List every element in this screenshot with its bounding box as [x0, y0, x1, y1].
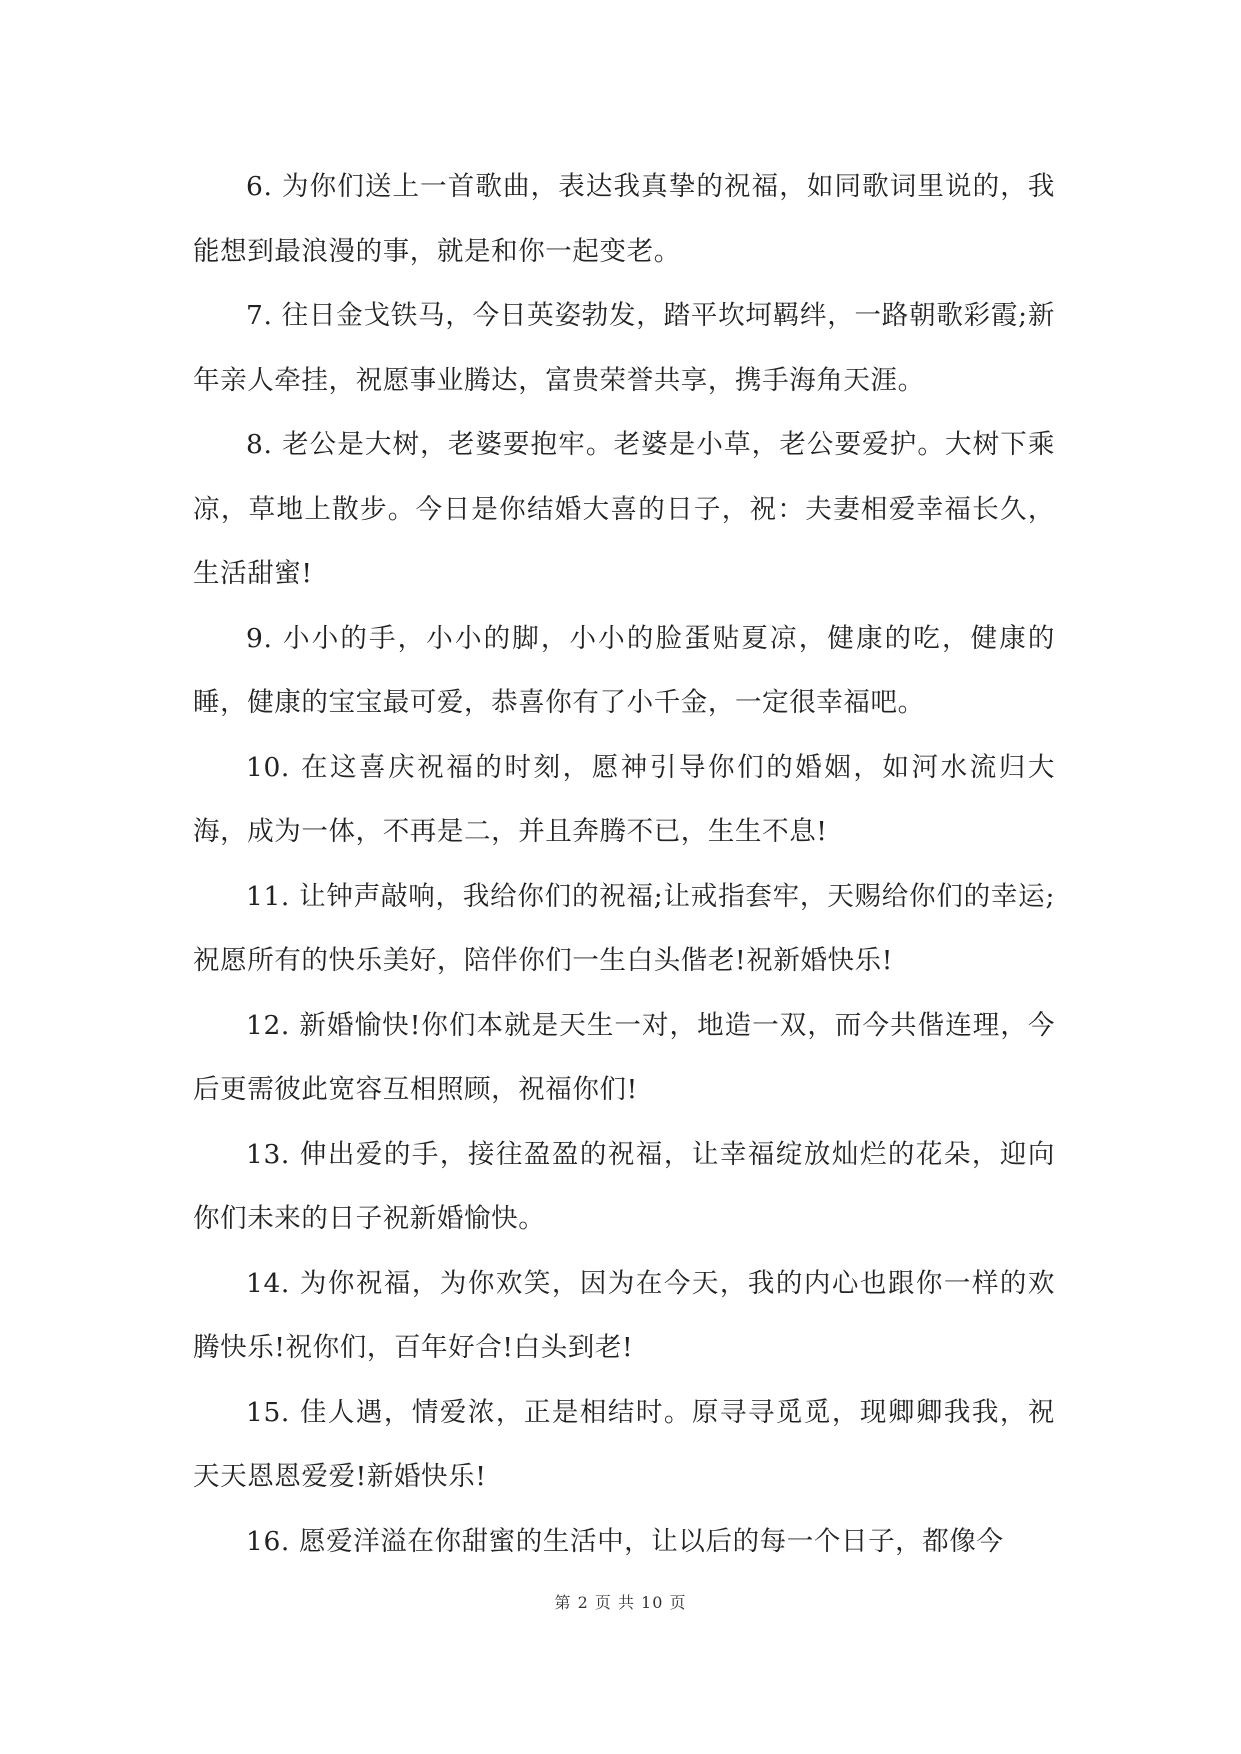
page-number-footer: 第 2 页 共 10 页	[554, 1593, 687, 1612]
paragraph-13: 13. 伸出爱的手，接往盈盈的祝福，让幸福绽放灿烂的花朵，迎向你们未来的日子祝新婚愉快。	[193, 1138, 1055, 1234]
document-body	[193, 155, 1055, 1574]
paragraph-7: 7. 往日金戈铁马，今日英姿勃发，踏平坎坷羁绊，一路朝歌彩霞;新年亲人牵挂，祝愿事业腾达，富贵荣誉共享，携手海角天涯。	[193, 300, 1055, 396]
paragraph-15: 15. 佳人遇，情爱浓，正是相结时。原寻寻觅觅，现卿卿我我，祝天天恩恩爱爱!新婚快乐!	[193, 1396, 1055, 1492]
paragraph-14: 14. 为你祝福，为你欢笑，因为在今天，我的内心也跟你一样的欢腾快乐!祝你们，百年好合!白头到老!	[193, 1267, 1055, 1363]
paragraph-9: 9. 小小的手，小小的脚，小小的脸蛋贴夏凉，健康的吃，健康的睡，健康的宝宝最可爱，恭喜你有了小千金，一定很幸福吧。	[193, 622, 1055, 718]
paragraph-6: 6. 为你们送上一首歌曲，表达我真挚的祝福，如同歌词里说的，我能想到最浪漫的事，就是和你一起变老。	[193, 171, 1055, 267]
paragraph-11: 11. 让钟声敲响，我给你们的祝福;让戒指套牢，天赐给你们的幸运;祝愿所有的快乐美好，陪伴你们一生白头偕老!祝新婚快乐!	[193, 880, 1055, 976]
paragraph-12: 12. 新婚愉快!你们本就是天生一对，地造一双，而今共偕连理，今后更需彼此宽容互相照顾，祝福你们!	[193, 1009, 1055, 1105]
paragraph-10: 10. 在这喜庆祝福的时刻，愿神引导你们的婚姻，如河水流归大海，成为一体，不再是二，并且奔腾不已，生生不息!	[193, 751, 1055, 847]
paragraph-16: 16. 愿爱洋溢在你甜蜜的生活中，让以后的每一个日子，都像今	[246, 1525, 1004, 1557]
paragraph-8: 8. 老公是大树，老婆要抱牢。老婆是小草，老公要爱护。大树下乘凉，草地上散步。今日是你结婚大喜的日子，祝：夫妻相爱幸福长久，生活甜蜜!	[193, 429, 1055, 589]
